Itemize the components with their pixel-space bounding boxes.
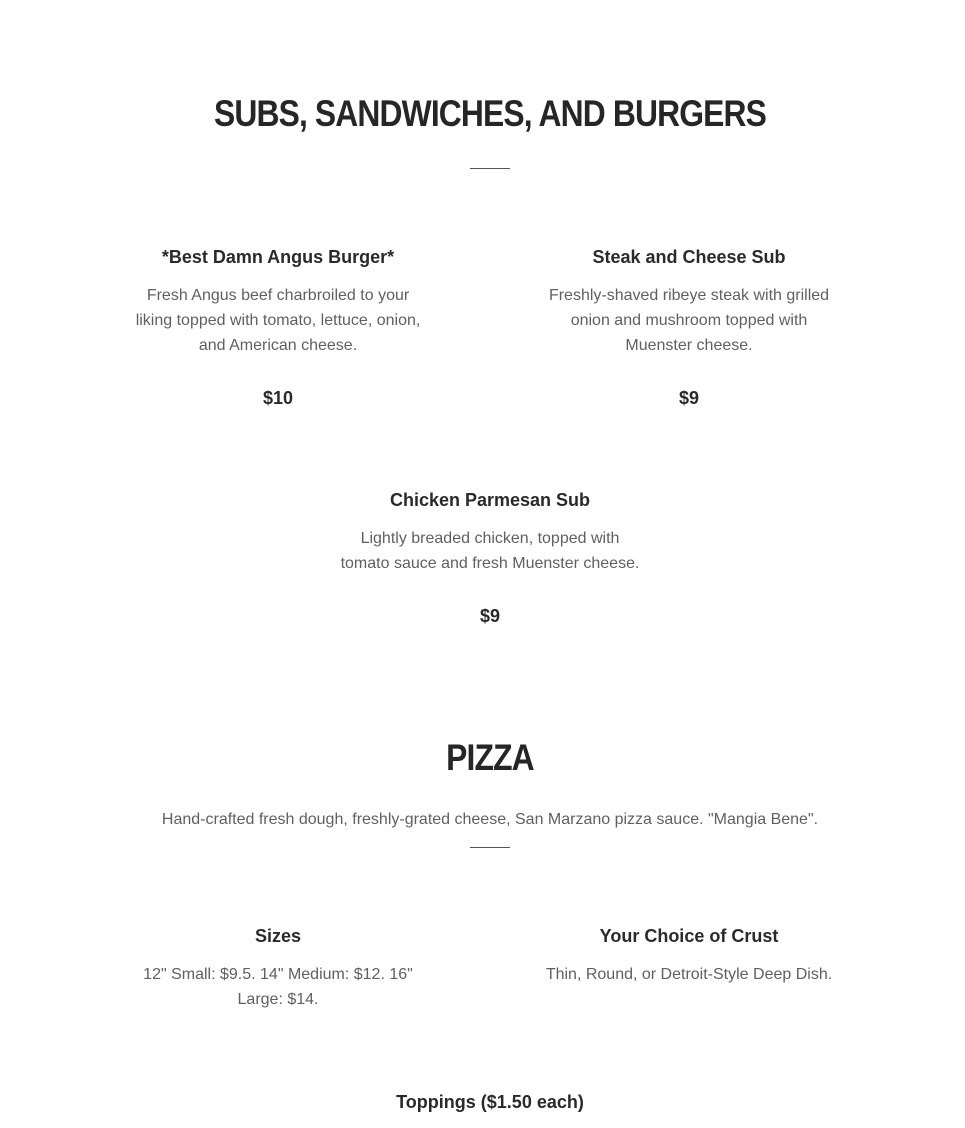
menu-item-description: Thin, Round, or Detroit-Style Deep Dish.: [545, 966, 833, 983]
menu-item-name: Steak and Cheese Sub: [592, 247, 786, 267]
section-divider: [470, 168, 510, 169]
menu-item-price: $9: [678, 388, 700, 408]
menu-item-name: Chicken Parmesan Sub: [389, 490, 591, 510]
menu-item-description: Fresh Angus beef charbroiled to your liking topped with tomato, lettuce, onion, and American cheese.: [135, 287, 421, 354]
menu-item-description: 12" Small: $9.5. 14" Medium: $12. 16" Large: $14.: [143, 966, 413, 1008]
section-title-pizza: PIZZA: [446, 737, 534, 778]
menu-item-sizes: [128, 925, 428, 1012]
menu-item-steak-cheese-sub: [539, 246, 839, 409]
section-title-subs: SUBS, SANDWICHES, AND BURGERS: [214, 93, 766, 134]
menu-item-name: Sizes: [254, 926, 302, 946]
menu-item-name: Your Choice of Crust: [599, 926, 779, 946]
section-divider: [470, 847, 510, 848]
section-description-pizza: Hand-crafted fresh dough, freshly-grated cheese, San Marzano pizza sauce. "Mangia Bene".: [161, 811, 819, 828]
menu-item-chicken-parmesan-sub: [336, 489, 644, 627]
menu-item-description: Freshly-shaved ribeye steak with grilled onion and mushroom topped with Muenster cheese.: [548, 287, 830, 354]
menu-item-crust: [529, 925, 849, 987]
menu-item-toppings: [340, 1091, 640, 1113]
menu-item-price: $10: [262, 388, 294, 408]
menu-item-name: *Best Damn Angus Burger*: [161, 247, 395, 267]
menu-item-price: $9: [479, 606, 501, 626]
menu-item-name: Toppings ($1.50 each): [396, 1092, 584, 1112]
menu-item-angus-burger: [128, 246, 428, 409]
menu-item-description: Lightly breaded chicken, topped with tomato sauce and fresh Muenster cheese.: [340, 530, 640, 572]
